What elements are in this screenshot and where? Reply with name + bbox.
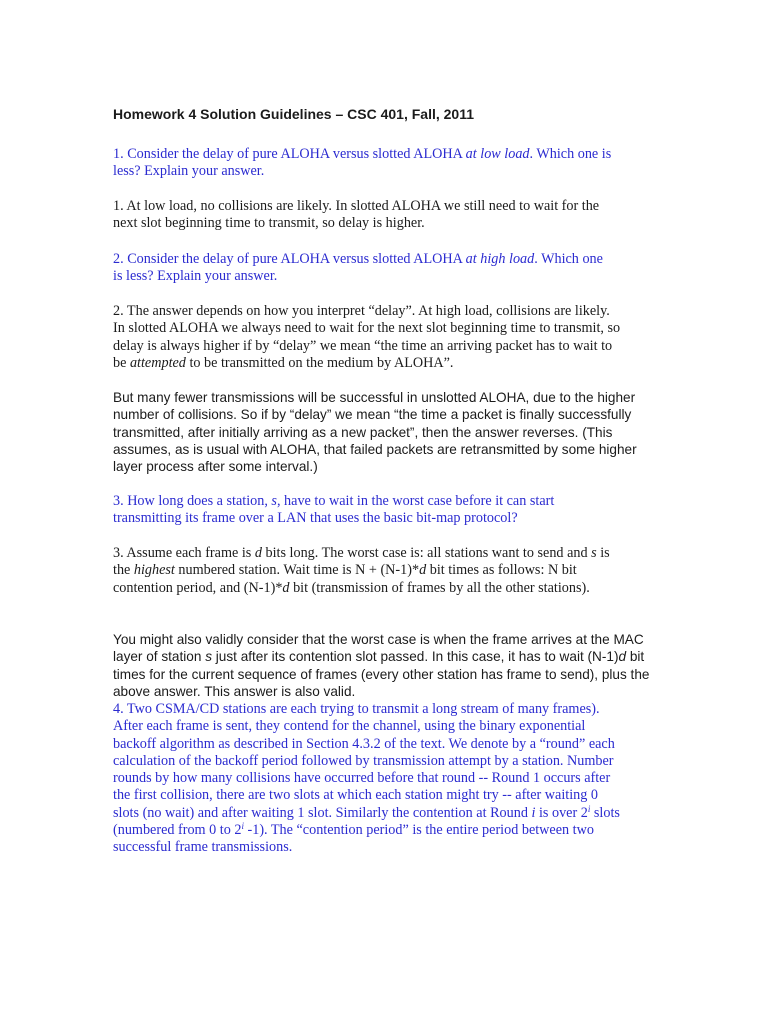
text-line bbox=[113, 355, 673, 372]
text-line bbox=[113, 251, 673, 268]
text-segment: less? Explain your answer. bbox=[113, 163, 265, 180]
answer-3 bbox=[113, 545, 673, 597]
italic-text: d bbox=[282, 579, 290, 596]
italic-text: d bbox=[618, 649, 627, 665]
text-segment: backoff algorithm as described in Section 4.3.2 of the text. We denote by a “round” each bbox=[113, 735, 615, 752]
text-segment: -1). The “contention period” is the entire period between two bbox=[243, 822, 594, 839]
text-line bbox=[113, 736, 673, 753]
text-line bbox=[113, 303, 673, 320]
text-segment: contention period, and (N-1)* bbox=[113, 579, 283, 596]
italic-text: at high load bbox=[465, 251, 535, 267]
text-line bbox=[113, 580, 673, 597]
text-line bbox=[113, 648, 673, 665]
text-segment: layer of station bbox=[113, 649, 206, 665]
question-4 bbox=[113, 701, 673, 857]
text-line bbox=[113, 406, 673, 423]
text-segment: the first collision, there are two slots at which each station might try -- after waiting 0 bbox=[113, 787, 599, 804]
text-segment: is less? Explain your answer. bbox=[113, 268, 278, 285]
text-segment: . Which one bbox=[534, 251, 603, 267]
text-segment: bits long. The worst case is: all stations want to send and bbox=[261, 545, 592, 561]
text-segment: 1. At low load, no collisions are likely. In slotted ALOHA we still need to wait for the bbox=[113, 198, 600, 214]
text-segment: bit times as follows: N bit bbox=[426, 562, 577, 579]
text-line bbox=[113, 701, 673, 718]
text-line bbox=[113, 458, 673, 475]
text-segment: . Which one is bbox=[529, 146, 612, 162]
text-line bbox=[113, 718, 673, 735]
document-title: Homework 4 Solution Guidelines – CSC 401, Fall, 2011 bbox=[113, 106, 475, 122]
text-segment: next slot beginning time to transmit, so delay is higher. bbox=[113, 215, 425, 232]
answer-1 bbox=[113, 198, 673, 233]
text-segment: to be transmitted on the medium by ALOHA”. bbox=[185, 354, 454, 371]
text-line bbox=[113, 770, 673, 787]
superscript: i bbox=[241, 821, 244, 832]
italic-text: d bbox=[419, 562, 427, 579]
text-segment: be bbox=[113, 354, 130, 371]
text-line bbox=[113, 545, 673, 562]
text-segment: 3. How long does a station, bbox=[113, 493, 272, 509]
text-segment: slots bbox=[590, 804, 620, 821]
text-line bbox=[113, 146, 673, 163]
text-segment: successful frame transmissions. bbox=[113, 839, 293, 856]
text-segment: 2. The answer depends on how you interpret “delay”. At high load, collisions are likely. bbox=[113, 303, 610, 319]
answer-2 bbox=[113, 303, 673, 372]
text-line bbox=[113, 198, 673, 215]
text-line bbox=[113, 666, 673, 683]
text-segment: transmitting its frame over a LAN that uses the basic bit-map protocol? bbox=[113, 510, 518, 527]
text-segment: slots (no wait) and after waiting 1 slot. Similarly the contention at Round bbox=[113, 804, 532, 821]
text-line bbox=[113, 338, 673, 355]
text-line bbox=[113, 493, 673, 510]
question-3 bbox=[113, 493, 673, 528]
italic-text: at low load bbox=[465, 146, 530, 162]
text-segment: 1. Consider the delay of pure ALOHA versus slotted ALOHA bbox=[113, 146, 466, 162]
question-2 bbox=[113, 251, 673, 286]
text-segment: just after its contention slot passed. In this case, it has to wait (N-1) bbox=[211, 649, 619, 665]
text-line bbox=[113, 163, 673, 180]
text-line bbox=[113, 562, 673, 579]
text-line bbox=[113, 631, 673, 648]
text-segment: transmitted, after initially arriving as a new packet”, then the answer reverses. (This bbox=[113, 424, 613, 440]
text-segment: delay is always higher if by “delay” we mean “the time an arriving packet has to wait to bbox=[113, 337, 613, 354]
answer-2-continued bbox=[113, 389, 673, 475]
text-segment: is bbox=[596, 545, 610, 561]
answer-3-alternative bbox=[113, 631, 673, 700]
text-segment: is over 2 bbox=[535, 804, 588, 821]
text-segment: But many fewer transmissions will be successful in unslotted ALOHA, due to the higher bbox=[113, 390, 636, 405]
italic-text: s bbox=[205, 649, 212, 665]
text-segment: 4. Two CSMA/CD stations are each trying to transmit a long stream of many frames). bbox=[113, 701, 600, 717]
italic-text: i bbox=[531, 804, 536, 821]
text-segment: In slotted ALOHA we always need to wait for the next slot beginning time to transmit, so bbox=[113, 320, 621, 337]
text-line bbox=[113, 510, 673, 527]
italic-text: d bbox=[254, 545, 262, 561]
question-1 bbox=[113, 146, 673, 181]
superscript: i bbox=[587, 803, 591, 814]
text-segment: layer process after some interval.) bbox=[113, 459, 318, 475]
text-segment: After each frame is sent, they contend for the channel, using the binary exponential bbox=[113, 718, 586, 735]
text-line bbox=[113, 753, 673, 770]
text-line bbox=[113, 389, 673, 406]
text-line bbox=[113, 320, 673, 337]
text-line bbox=[113, 441, 673, 458]
text-segment: bit bbox=[626, 649, 645, 665]
text-line bbox=[113, 839, 673, 856]
text-line bbox=[113, 683, 673, 700]
italic-text: highest bbox=[133, 562, 175, 579]
text-segment: (numbered from 0 to 2 bbox=[113, 822, 242, 839]
text-segment: , have to wait in the worst case before it can start bbox=[276, 493, 555, 509]
text-segment: above answer. This answer is also valid. bbox=[113, 683, 356, 699]
text-line bbox=[113, 424, 673, 441]
text-segment: the bbox=[113, 562, 134, 579]
text-segment: bit (transmission of frames by all the other stations). bbox=[289, 579, 590, 596]
text-segment: You might also validly consider that the worst case is when the frame arrives at the MAC bbox=[113, 632, 644, 647]
italic-text: attempted bbox=[129, 354, 186, 371]
text-segment: 3. Assume each frame is bbox=[113, 545, 255, 561]
text-segment: numbered station. Wait time is N + (N-1)* bbox=[174, 562, 420, 579]
text-line bbox=[113, 805, 673, 822]
text-segment: number of collisions. So if by “delay” we mean “the time a packet is finally successfully bbox=[113, 407, 632, 423]
text-segment: calculation of the backoff period followed by transmission attempt by a station. Number bbox=[113, 752, 614, 769]
italic-text: s bbox=[271, 493, 277, 509]
text-segment: times for the current sequence of frames (every other station has frame to send), plus the bbox=[113, 666, 650, 682]
text-segment: assumes, as is usual with ALOHA, that failed packets are retransmitted by some higher bbox=[113, 441, 637, 457]
text-line bbox=[113, 215, 673, 232]
text-line bbox=[113, 268, 673, 285]
text-line bbox=[113, 822, 673, 839]
text-segment: 2. Consider the delay of pure ALOHA versus slotted ALOHA bbox=[113, 251, 466, 267]
text-segment: rounds by how many collisions have occurred before that round -- Round 1 occurs after bbox=[113, 770, 611, 787]
text-line bbox=[113, 787, 673, 804]
italic-text: s bbox=[591, 545, 597, 561]
